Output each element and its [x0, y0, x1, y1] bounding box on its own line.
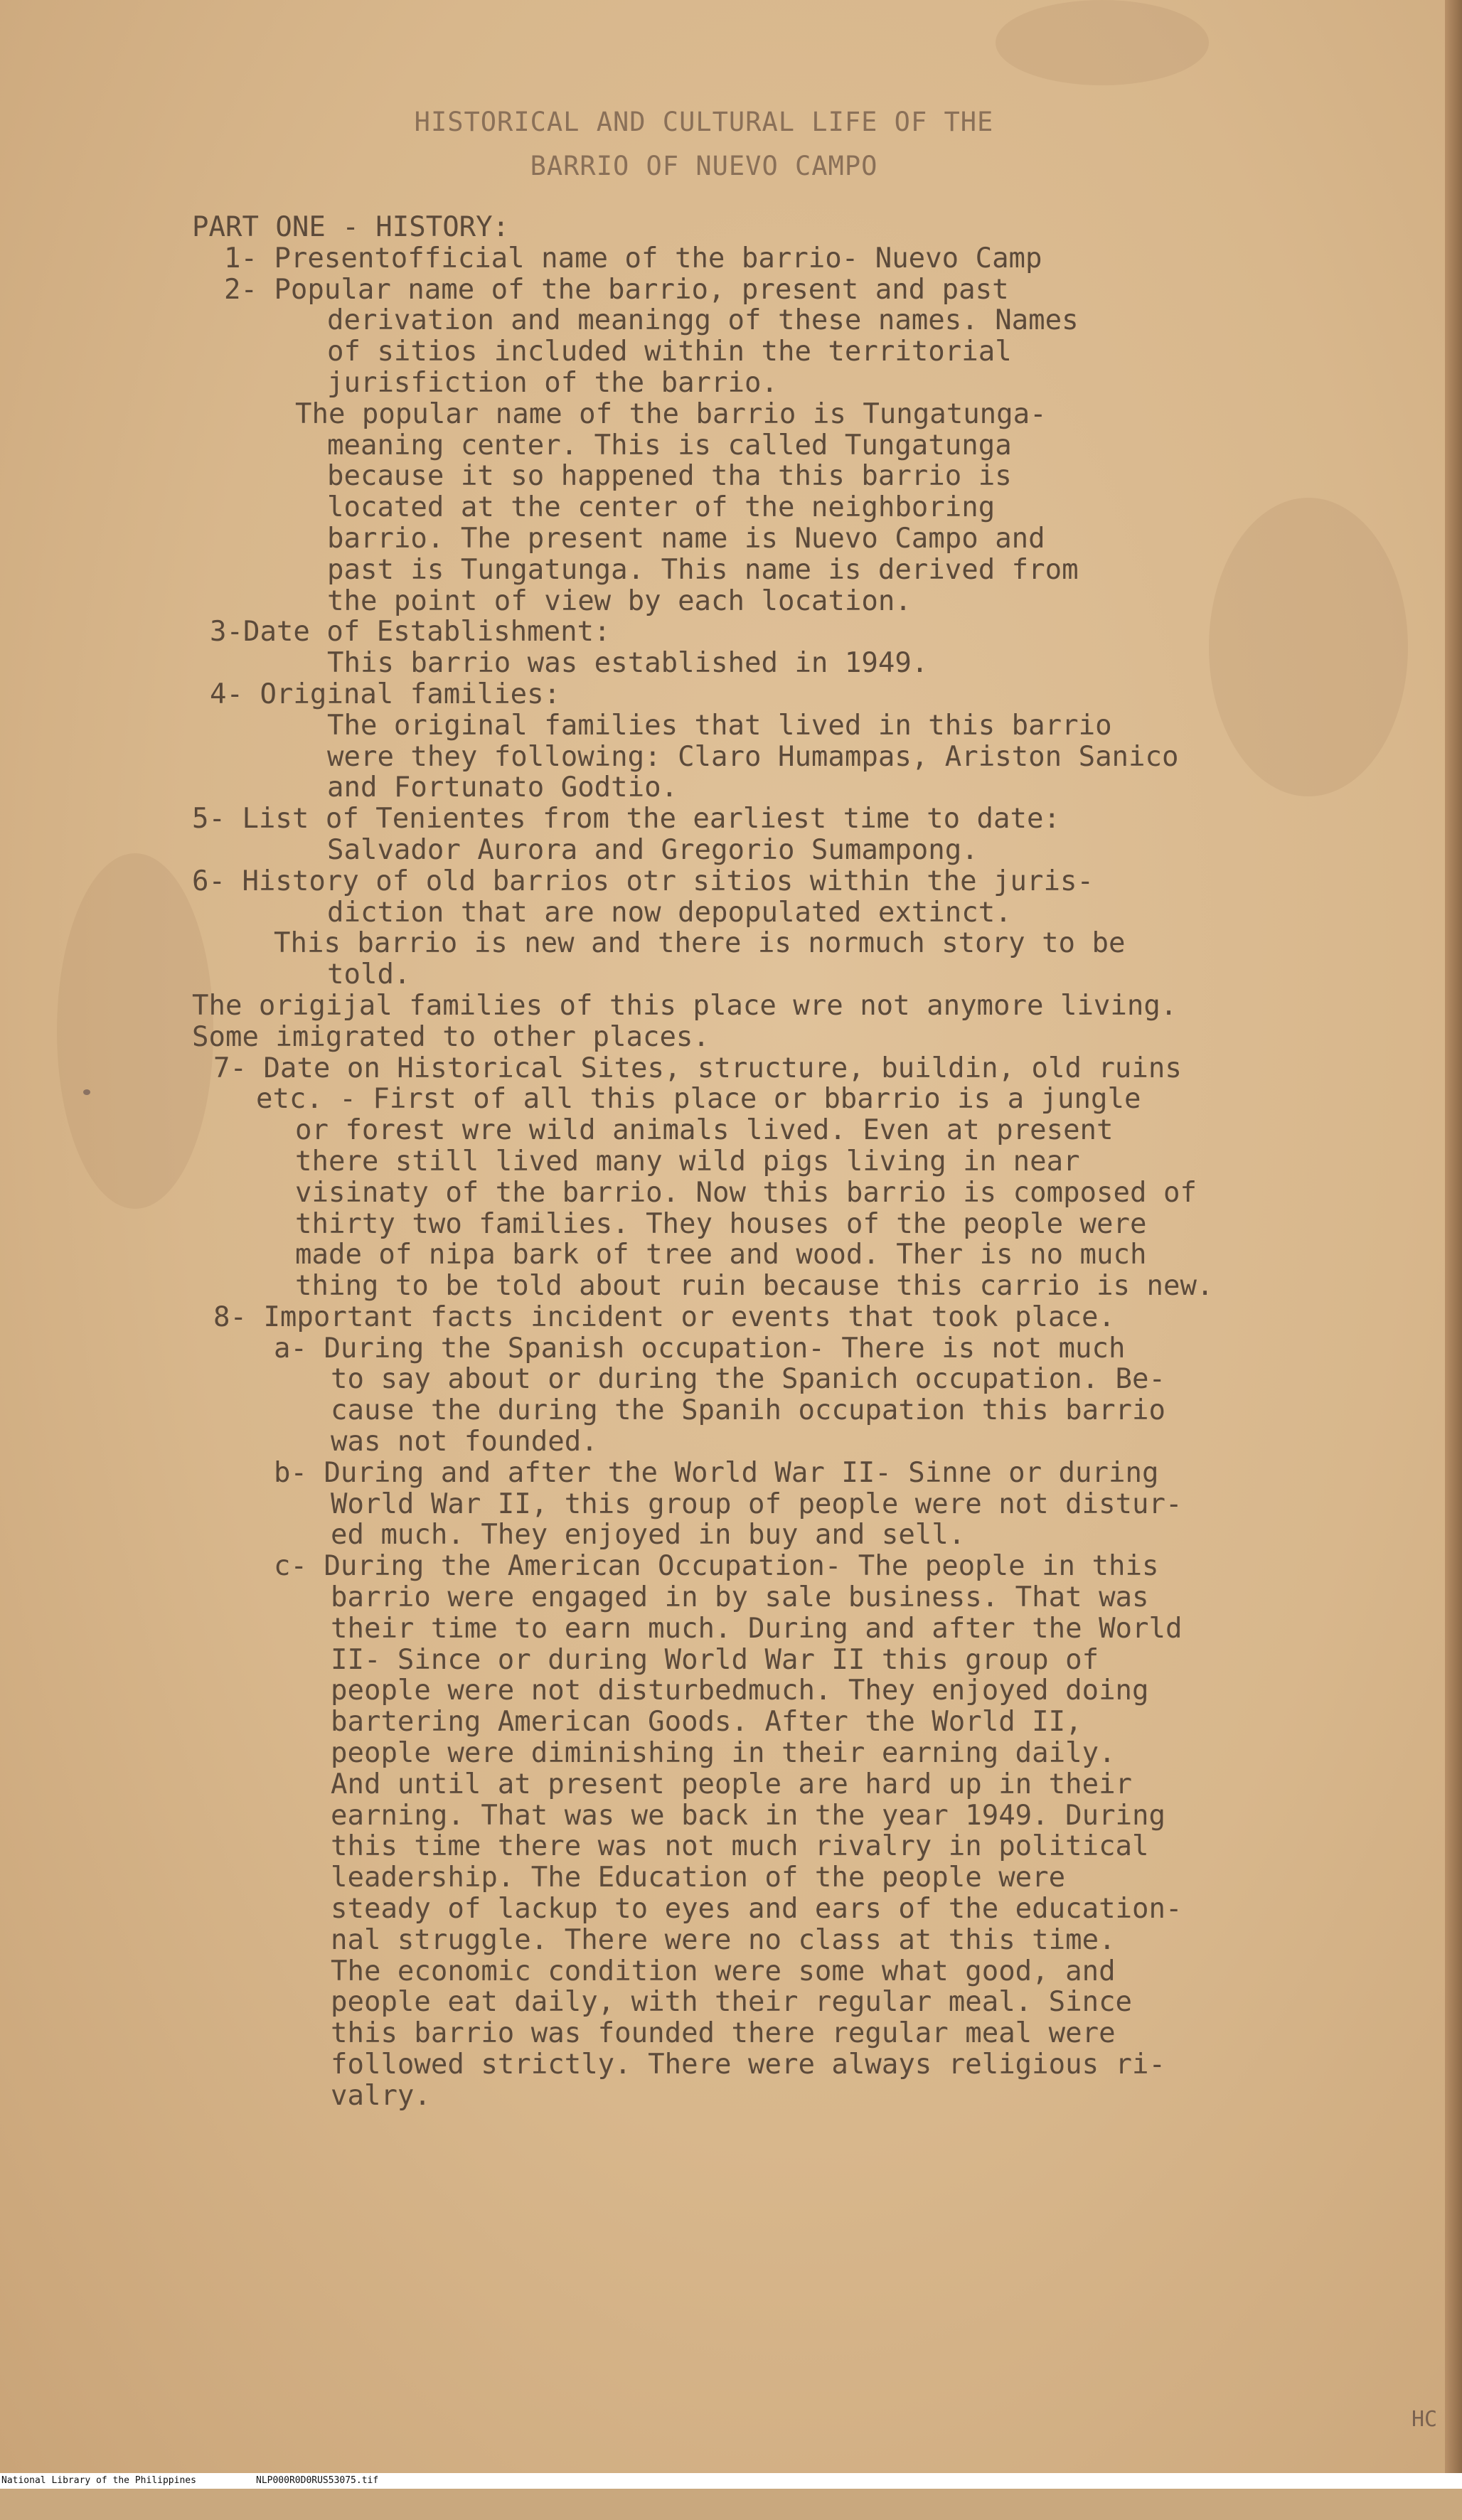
- body-line: This barrio was established in 1949.: [327, 647, 929, 680]
- ink-dot: [83, 1089, 90, 1095]
- body-line: derivation and meaningg of these names. Names: [327, 304, 1079, 337]
- body-line: World War II, this group of people were not distur-: [331, 1488, 1183, 1520]
- body-line: bartering American Goods. After the World II,: [331, 1706, 1082, 1739]
- body-line: because it so happened tha this barrio is: [327, 460, 1012, 493]
- body-line: c- During the American Occupation- The people in this: [274, 1550, 1159, 1583]
- page-edge: [1445, 0, 1462, 2473]
- document-title-line-2: BARRIO OF NUEVO CAMPO: [530, 151, 878, 181]
- body-line: this barrio was founded there regular meal were: [331, 2017, 1116, 2050]
- body-line: Salvador Aurora and Gregorio Sumampong.: [327, 833, 978, 866]
- body-line: jurisfiction of the barrio.: [327, 366, 778, 399]
- body-line: people were diminishing in their earning daily.: [331, 1737, 1116, 1770]
- body-line: or forest wre wild animals lived. Even at present: [295, 1114, 1114, 1147]
- body-line: valry.: [331, 2079, 431, 2112]
- body-line: The popular name of the barrio is Tungatunga-: [295, 397, 1047, 430]
- body-line: This barrio is new and there is normuch story to be: [274, 927, 1126, 960]
- body-line: 8- Important facts incident or events that took place.: [213, 1301, 1115, 1333]
- body-line: their time to earn much. During and after the World: [331, 1612, 1183, 1645]
- body-line: and Fortunato Godtio.: [327, 772, 678, 804]
- body-line: the point of view by each location.: [327, 584, 912, 617]
- body-line: PART ONE - HISTORY:: [192, 211, 510, 243]
- body-line: thing to be told about ruin because this carrio is new.: [295, 1270, 1214, 1303]
- body-line: 6- History of old barrios otr sitios within the juris-: [192, 865, 1094, 897]
- body-line: meaning center. This is called Tungatunga: [327, 429, 1012, 461]
- body-line: II- Since or during World War II this group of: [331, 1643, 1099, 1676]
- body-line: people were not disturbedmuch. They enjoyed doing: [331, 1675, 1149, 1707]
- body-line: to say about or during the Spanich occupation. Be-: [331, 1363, 1165, 1396]
- body-line: cause the during the Spanih occupation this barrio: [331, 1394, 1165, 1427]
- body-line: 3-Date of Establishment:: [210, 616, 611, 648]
- body-line: 5- List of Tenientes from the earliest time to date:: [192, 803, 1060, 835]
- body-line: a- During the Spanish occupation- There is not much: [274, 1332, 1126, 1365]
- body-line: was not founded.: [331, 1426, 598, 1458]
- body-line: there still lived many wild pigs living in near: [295, 1145, 1080, 1178]
- body-line: nal struggle. There were no class at this time.: [331, 1923, 1116, 1956]
- body-line: followed strictly. There were always religious ri-: [331, 2049, 1165, 2081]
- body-line: barrio. The present name is Nuevo Campo and: [327, 522, 1045, 555]
- body-line: were they following: Claro Humampas, Ariston Sanico: [327, 740, 1179, 773]
- body-line: 1- Presentofficial name of the barrio- Nuevo Camp: [224, 242, 1042, 274]
- body-line: leadership. The Education of the people were: [331, 1862, 1066, 1894]
- body-line: steady of lackup to eyes and ears of the education-: [331, 1893, 1183, 1926]
- body-line: b- During and after the World War II- Sinne or during: [274, 1456, 1159, 1489]
- body-line: The original families that lived in this barrio: [327, 709, 1112, 742]
- document-body: [0, 212, 1422, 2112]
- document-title-line-1: HISTORICAL AND CULTURAL LIFE OF THE: [414, 107, 994, 137]
- footer-library-name: National Library of the Philippines: [1, 2475, 196, 2486]
- body-line: earning. That was we back in the year 1949. During: [331, 1799, 1165, 1832]
- body-line: ed much. They enjoyed in buy and sell.: [331, 1519, 966, 1552]
- body-line: made of nipa bark of tree and wood. Ther is no much: [295, 1239, 1147, 1271]
- body-line: of sitios included within the territorial: [327, 336, 1012, 368]
- body-line: this time there was not much rivalry in political: [331, 1830, 1149, 1863]
- body-line: barrio were engaged in by sale business. That was: [331, 1581, 1149, 1614]
- scan-footer: [0, 2473, 1462, 2489]
- body-line: The origijal families of this place wre not anymore living.: [192, 989, 1178, 1022]
- body-line: past is Tungatunga. This name is derived from: [327, 553, 1079, 586]
- body-line: people eat daily, with their regular meal. Since: [331, 1986, 1133, 2019]
- body-line: And until at present people are hard up in their: [331, 1768, 1133, 1800]
- body-line: located at the center of the neighboring: [327, 491, 996, 524]
- body-line: 2- Popular name of the barrio, present and past: [224, 273, 1009, 306]
- body-line: etc. - First of all this place or bbarrio is a jungle: [256, 1083, 1141, 1116]
- body-line: Some imigrated to other places.: [192, 1020, 710, 1053]
- footer-file-name: NLP000R0D0RUS53075.tif: [256, 2475, 379, 2486]
- body-line: 7- Date on Historical Sites, structure, buildin, old ruins: [213, 1052, 1182, 1084]
- body-line: visinaty of the barrio. Now this barrio is composed of: [295, 1176, 1197, 1209]
- body-line: thirty two families. They houses of the people were: [295, 1207, 1147, 1240]
- body-line: The economic condition were some what good, and: [331, 1955, 1116, 1987]
- body-line: told.: [327, 959, 411, 991]
- body-line: diction that are now depopulated extinct.: [327, 896, 1012, 929]
- paper-stain: [996, 0, 1209, 85]
- body-line: 4- Original families:: [210, 678, 561, 710]
- margin-mark: HC: [1412, 2407, 1438, 2432]
